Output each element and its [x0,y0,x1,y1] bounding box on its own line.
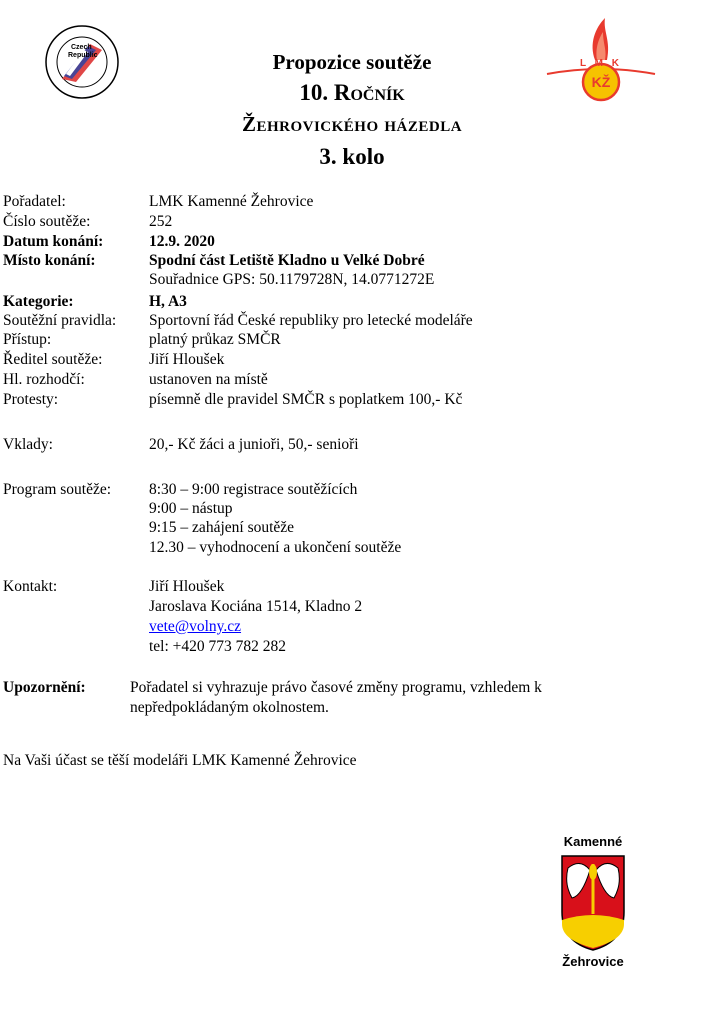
contact-phone: tel: +420 773 782 282 [149,638,287,655]
program-item: 8:30 – 9:00 registrace soutěžících [149,481,358,498]
field-label: Kategorie: [3,293,74,310]
title-edition-number: 10. [299,80,329,105]
field-label: Datum konání: [3,233,104,250]
field-value: Souřadnice GPS: 50.1179728N, 14.0771272E [149,271,435,288]
field-label: Pořadatel: [3,193,66,210]
crest-top-text: Kamenné [563,834,623,849]
field-label: Přístup: [3,331,52,348]
title-line-4: 3. kolo [319,144,385,169]
club-logo-center-1: Czech [71,44,92,51]
program-item: 12.30 – vyhodnocení a ukončení soutěže [149,539,402,556]
club-logo-ring-bottom: Club Of Aeromodellers [61,102,103,107]
field-value: Spodní část Letiště Kladno u Velké Dobré [149,252,425,269]
coat-of-arms-icon [560,854,626,952]
title-edition-word: Ročník [333,80,405,105]
program-item: 9:15 – zahájení soutěže [149,519,295,536]
lmk-monogram: KŽ [591,74,611,90]
crest-bottom-text: Žehrovice [562,954,624,969]
field-value: 12.9. 2020 [149,233,215,250]
field-label: Ředitel soutěže: [3,351,103,368]
field-value: H, A3 [149,293,187,310]
contact-email-link[interactable]: vete@volny.cz [149,618,242,635]
notice-label: Upozornění: [3,679,86,696]
contact-name: Jiří Hloušek [149,578,225,595]
field-label: Místo konání: [3,252,96,269]
title-line-2 [0,80,704,106]
club-logo-ring-top: Klub leteckých modelářů [60,16,104,21]
municipal-crest [548,834,638,974]
contact-label: Kontakt: [3,578,58,595]
closing-text: Na Vaši účast se těší modeláři LMK Kamenné Žehrovice [3,752,357,769]
lmk-letters: L M K [579,58,623,69]
title-line-1: Propozice soutěže [272,50,432,74]
field-label: Číslo soutěže: [3,213,91,230]
contact-address: Jaroslava Kociána 1514, Kladno 2 [149,598,363,615]
field-label: Protesty: [3,391,59,408]
field-label: Hl. rozhodčí: [3,371,85,388]
program-item: 9:00 – nástup [149,500,233,517]
program-label: Program soutěže: [3,481,112,498]
field-value: 252 [149,213,173,230]
field-value: LMK Kamenné Žehrovice [149,193,314,210]
notice-text: Pořadatel si vyhrazuje právo časové změny programu, vzhledem k nepředpokládaným okolnostem. [130,679,542,716]
field-label: Soutěžní pravidla: [3,312,117,329]
field-value: Jiří Hloušek [149,351,225,368]
field-value: písemně dle pravidel SMČR s poplatkem 100,- Kč [149,391,463,408]
field-value: ustanoven na místě [149,371,268,388]
title-line-3: Žehrovického házedla [241,112,463,136]
notice-block [3,678,703,716]
field-label: Vklady: [3,436,53,453]
field-value: platný průkaz SMČR [149,331,281,348]
club-logo-center-2: Republic [68,52,98,59]
field-value: 20,- Kč žáci a junioři, 50,- senioři [149,436,359,453]
field-value: Sportovní řád České republiky pro letecké modeláře [149,312,473,329]
